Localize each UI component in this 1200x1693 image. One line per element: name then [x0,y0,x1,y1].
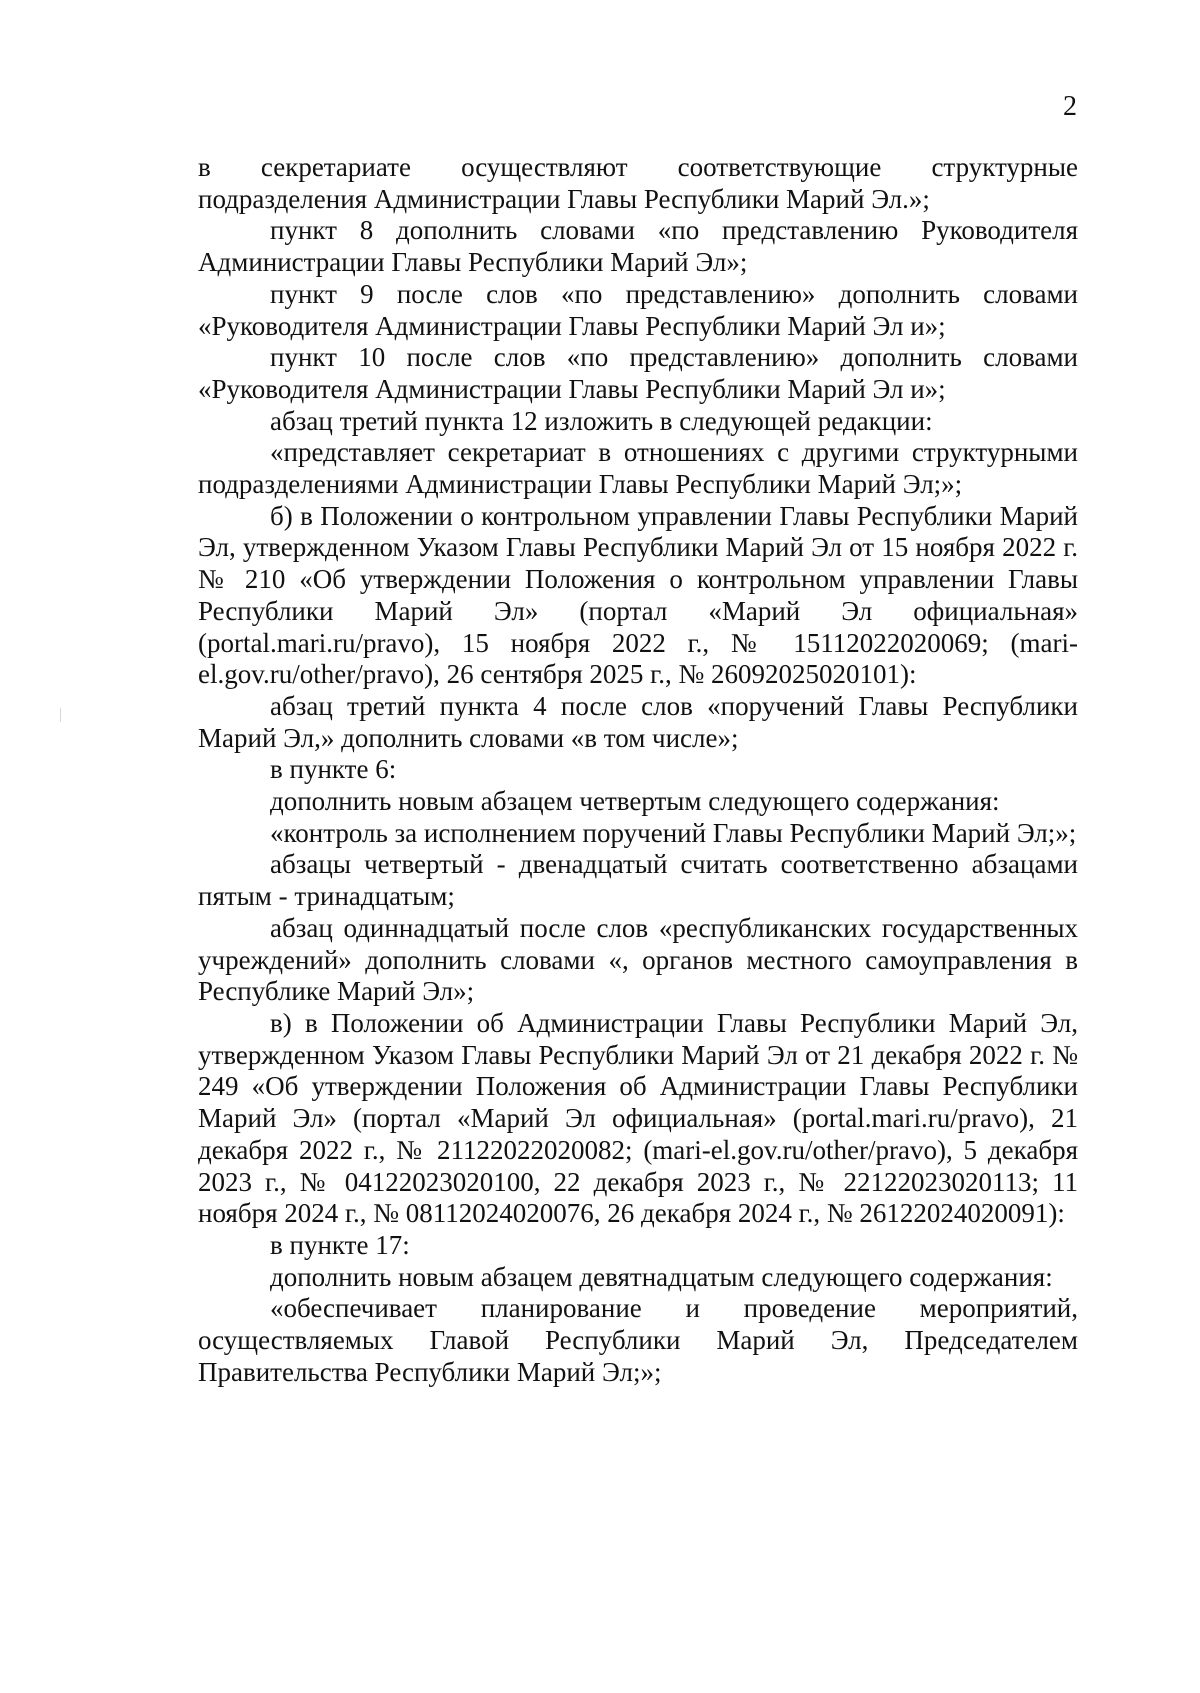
paragraph-item-17-add: дополнить новым абзацем девятнадцатым следующего содержания: [270,1261,1053,1292]
paragraph-subsection-v: в) в Положении об Администрации Главы Республики Марий Эл, утвержденном Указом Главы Республики Марий Эл от 21 декабря 2022 г. № 249 «Об утверждении Положения об Администрации Главы Республики Марий Эл» (портал «Марий Эл официальная» (portal.mari.ru/pravo), 21 декабря 2022 г., № 21122022020082; (mari-el.gov.ru/other/pravo), 5 декабря 2023 г., № 04122023020100, 22 декабря 2023 г., № 22122023020113; 11 ноября 2024 г., № 08112024020076, 26 декабря 2024 г., № 26122024020091): [198,1007,1078,1229]
paragraph-item-6-add: дополнить новым абзацем четвертым следующего содержания: [270,786,1000,817]
paragraph-item-8: пункт 8 дополнить словами «по представлению Руководителя Администрации Главы Республики Марий Эл»; [198,215,1078,278]
paragraph-item-6-renumber: абзацы четвертый - двенадцатый считать соответственно абзацами пятым - тринадцатым; [198,849,1078,912]
paragraph-item-9: пункт 9 после слов «по представлению» дополнить словами «Руководителя Администрации Главы Республики Марий Эл и»; [198,278,1078,341]
paragraph-item-6-intro: в пункте 6: [270,754,397,785]
paragraph-item-17-intro: в пункте 17: [270,1229,410,1260]
paragraph-item-12-text: «представляет секретариат в отношениях с другими структурными подразделениями Администрации Главы Республики Марий Эл;»; [198,437,1078,500]
document-body [198,152,1078,1388]
paragraph-item-6-eleventh: абзац одиннадцатый после слов «республиканских государственных учреждений» дополнить словами «, органов местного самоуправления в Республике Марий Эл»; [198,912,1078,1007]
paragraph-item-17-quote: «обеспечивает планирование и проведение мероприятий, осуществляемых Главой Республики Марий Эл, Председателем Правительства Республики Марий Эл;»; [198,1293,1078,1387]
paragraph-subsection-b: б) в Положении о контрольном управлении Главы Республики Марий Эл, утвержденном Указом Главы Республики Марий Эл от 15 ноября 2022 г. № 210 «Об утверждении Положения о контрольном управлении Главы Республики Марий Эл» (портал «Марий Эл официальная» (portal.mari.ru/pravo), 15 ноября 2022 г., № 15112022020069; (mari-el.gov.ru/other/pravo), 26 сентября 2025 г., № 26092025020101): [198,500,1078,690]
paragraph-item-4: абзац третий пункта 4 после слов «поручений Главы Республики Марий Эл,» дополнить словами «в том числе»; [198,690,1078,753]
scan-artifact [60,708,61,722]
paragraph-continuation: в секретариате осуществляют соответствующие структурные подразделения Администрации Главы Республики Марий Эл.»; [198,152,1078,214]
paragraph-item-6-quote: «контроль за исполнением поручений Главы Республики Марий Эл;»; [270,817,1077,848]
paragraph-item-10: пункт 10 после слов «по представлению» дополнить словами «Руководителя Администрации Главы Республики Марий Эл и»; [198,342,1078,404]
paragraph-item-12-intro: абзац третий пункта 12 изложить в следующей редакции: [270,405,933,436]
page-number: 2 [1063,91,1077,122]
